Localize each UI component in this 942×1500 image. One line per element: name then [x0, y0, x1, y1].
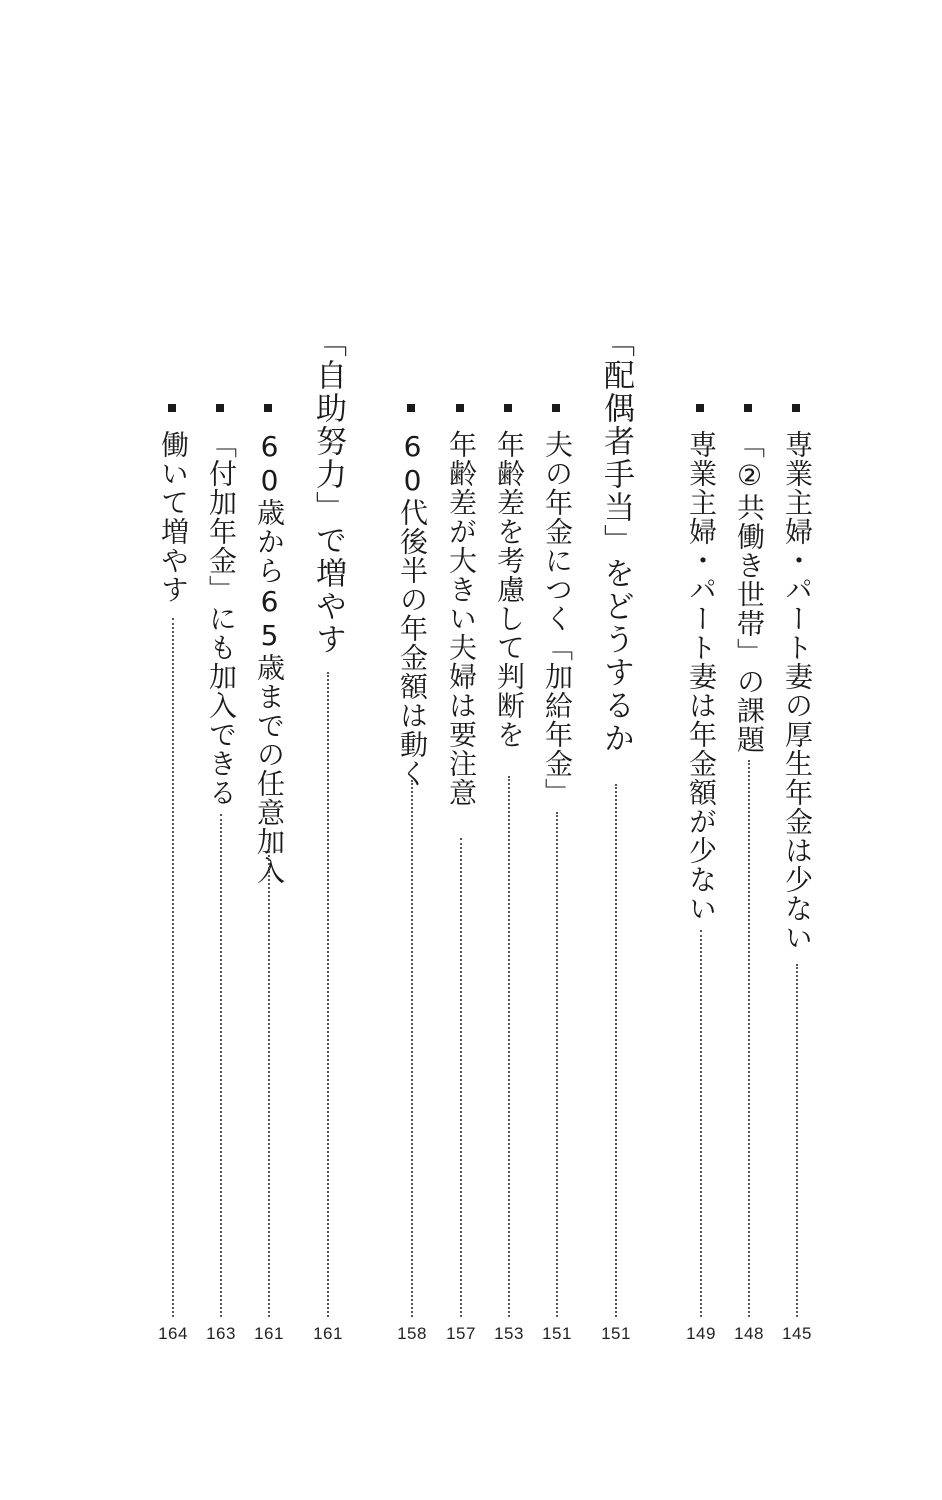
- dot-leader: [327, 672, 329, 1317]
- toc-page-number: 145: [782, 1324, 812, 1343]
- bullet-icon: [168, 404, 176, 412]
- toc-entry-title: 「②共働き世帯」の課題: [733, 430, 766, 754]
- dot-leader: [172, 618, 174, 1317]
- toc-entry[interactable]: [249, 0, 289, 1500]
- toc-page-number: 151: [542, 1324, 572, 1343]
- bullet-icon: [456, 404, 464, 412]
- toc-entry-title: 年齢差が大きい夫婦は要注意: [445, 430, 478, 807]
- dot-leader: [508, 776, 510, 1317]
- toc-entry[interactable]: [681, 0, 721, 1500]
- dot-leader: [556, 812, 558, 1317]
- toc-page-number: 158: [397, 1324, 427, 1343]
- toc-page-number: 164: [158, 1324, 188, 1343]
- toc-page-number: 157: [446, 1324, 476, 1343]
- toc-entry-title: 専業主婦・パート妻は年金額が少ない: [685, 430, 718, 923]
- toc-page-number: 161: [254, 1324, 284, 1343]
- toc-entry[interactable]: [441, 0, 481, 1500]
- dot-leader: [615, 784, 617, 1317]
- toc-page-number: 148: [734, 1324, 764, 1343]
- toc-entry-title: 60歳から65歳までの任意加入: [253, 430, 286, 885]
- toc-entry[interactable]: [153, 0, 193, 1500]
- bullet-icon: [407, 404, 415, 412]
- dot-leader: [700, 930, 702, 1317]
- toc-heading-title: 「配偶者手当」をどうするか: [598, 326, 634, 755]
- toc-entry-title: 「付加年金」にも加入できる: [205, 430, 238, 807]
- toc-entry-title: 60代後半の年金額は動く: [396, 430, 429, 788]
- dot-leader: [748, 760, 750, 1317]
- dot-leader: [268, 840, 270, 1317]
- bullet-icon: [552, 404, 560, 412]
- dot-leader: [411, 780, 413, 1317]
- toc-entry-title: 働いて増やす: [157, 430, 190, 604]
- toc-entry[interactable]: [489, 0, 529, 1500]
- toc-section-heading[interactable]: [308, 0, 348, 1500]
- bullet-icon: [216, 404, 224, 412]
- bullet-icon: [792, 404, 800, 412]
- toc-entry[interactable]: [777, 0, 817, 1500]
- bullet-icon: [504, 404, 512, 412]
- toc-entry-title: 年齢差を考慮して判断を: [493, 430, 526, 749]
- bullet-icon: [744, 404, 752, 412]
- toc-page-number: 163: [206, 1324, 236, 1343]
- bullet-icon: [264, 404, 272, 412]
- toc-page-number: 153: [494, 1324, 524, 1343]
- toc-entry[interactable]: [201, 0, 241, 1500]
- toc-entry-title: 夫の年金につく「加給年金」: [541, 430, 574, 807]
- toc-page-number: 149: [686, 1324, 716, 1343]
- dot-leader: [460, 838, 462, 1317]
- dot-leader: [220, 814, 222, 1317]
- toc-page-number: 161: [313, 1324, 343, 1343]
- toc-page-number: 151: [601, 1324, 631, 1343]
- dot-leader: [796, 964, 798, 1317]
- toc-entry[interactable]: [392, 0, 432, 1500]
- toc-entry[interactable]: [537, 0, 577, 1500]
- toc-entry[interactable]: [729, 0, 769, 1500]
- bullet-icon: [696, 404, 704, 412]
- toc-entry-title: 専業主婦・パート妻の厚生年金は少ない: [781, 430, 814, 952]
- toc-heading-title: 「自助努力」で増やす: [310, 326, 346, 656]
- toc-section-heading[interactable]: [596, 0, 636, 1500]
